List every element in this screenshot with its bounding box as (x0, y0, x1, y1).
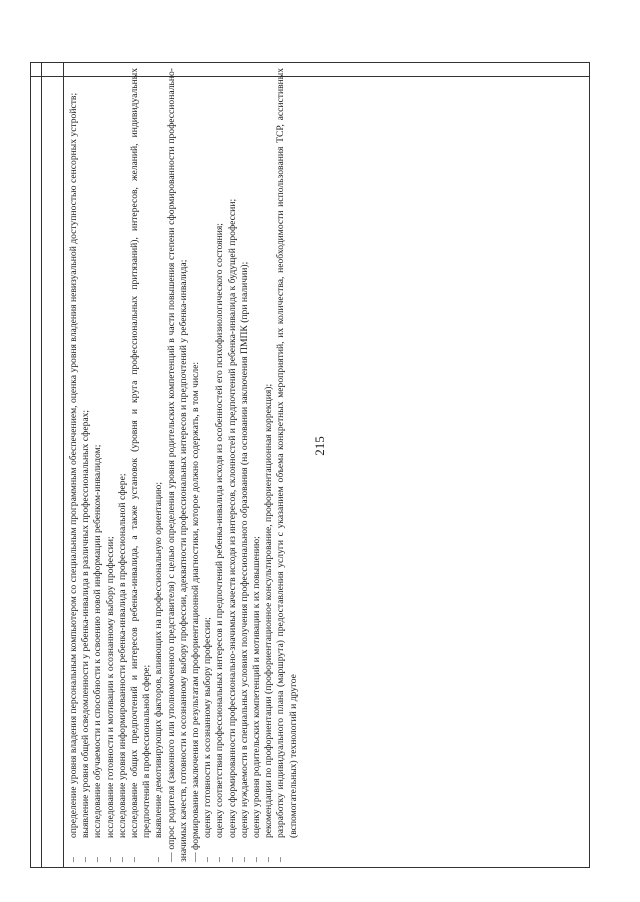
list-item: – оценку уровня родительских компетенций и мотивации к их повышению; (251, 536, 263, 862)
table-divider-top (41, 63, 42, 867)
list-item: – исследование уровня информированности ребенка-инвалида в профессиональной сфере; (116, 473, 128, 862)
list-item: – рекомендации по профориентации (профориентационное консультирование, профориентационная коррекция); (263, 383, 275, 862)
list-item: – исследование общих предпочтений и интересов ребенка-инвалида, а также установок (уровня и круга профессиональных притязаний), интересов, желаний, индивидуальных предпочтений в профессиональной сфере; (129, 68, 153, 862)
service-description (68, 68, 300, 862)
list-item: – оценку соответствия профессиональных интересов и предпочтений ребенка-инвалида исходя из особенностей его психофизиологического состояния; (214, 223, 226, 862)
list-item: – оценку нуждаемости в специальных условиях получения профессионального образования (на основании заключения ПМПК (при наличии); (238, 261, 250, 862)
rotated-page (30, 62, 590, 868)
paragraph-conclusion: — формирование заключения по результатам профориентационной диагностики, которое должно содержать, в том числе: (190, 361, 202, 862)
list-item: – исследование обучаемости и способности к освоению новой информации ребенком-инвалидом; (92, 444, 104, 862)
list-item: – выявление демотивирующих факторов, влияющих на профессиональную ориентацию; (153, 481, 165, 862)
paragraph-parent-survey: — опрос родителя (законного или уполномоченного представителя) с целью определения уровня родительских компетенций в части повышения степени сформированности профессионально-значимых качеств, готовности к осознанному выбору профессии, адекватности профессиональных интересов и предпочтений у ребенка-инвалида; (165, 68, 189, 862)
list-item: – оценку сформированности профессионально-значимых качеств исходя из интересов, склонностей и предпочтений ребенка-инвалида к будущей профессии; (226, 198, 238, 862)
table-divider-header (63, 63, 64, 867)
page-number: 215 (312, 436, 327, 456)
list-item: – выявление уровня общей осведомленности у ребенка-инвалида в различных профессиональных сферах; (80, 409, 92, 862)
list-item: – оценку готовности к осознанному выбору профессии; (202, 617, 214, 862)
list-item: – разработку индивидуального плана (маршрута) предоставления услуги с указанием объема конкретных мероприятий, их количества, необходимости использования ТСР, ассистивных (вспомогательных) технологий и другое (275, 68, 299, 862)
list-item: – определение уровня владения персональным компьютером со специальным программным обеспечением, оценка уровня владения невизуальной доступностью сенсорных устройств; (68, 92, 79, 862)
list-item: – исследование готовности и мотивации к осознанному выбору профессии; (104, 536, 116, 862)
